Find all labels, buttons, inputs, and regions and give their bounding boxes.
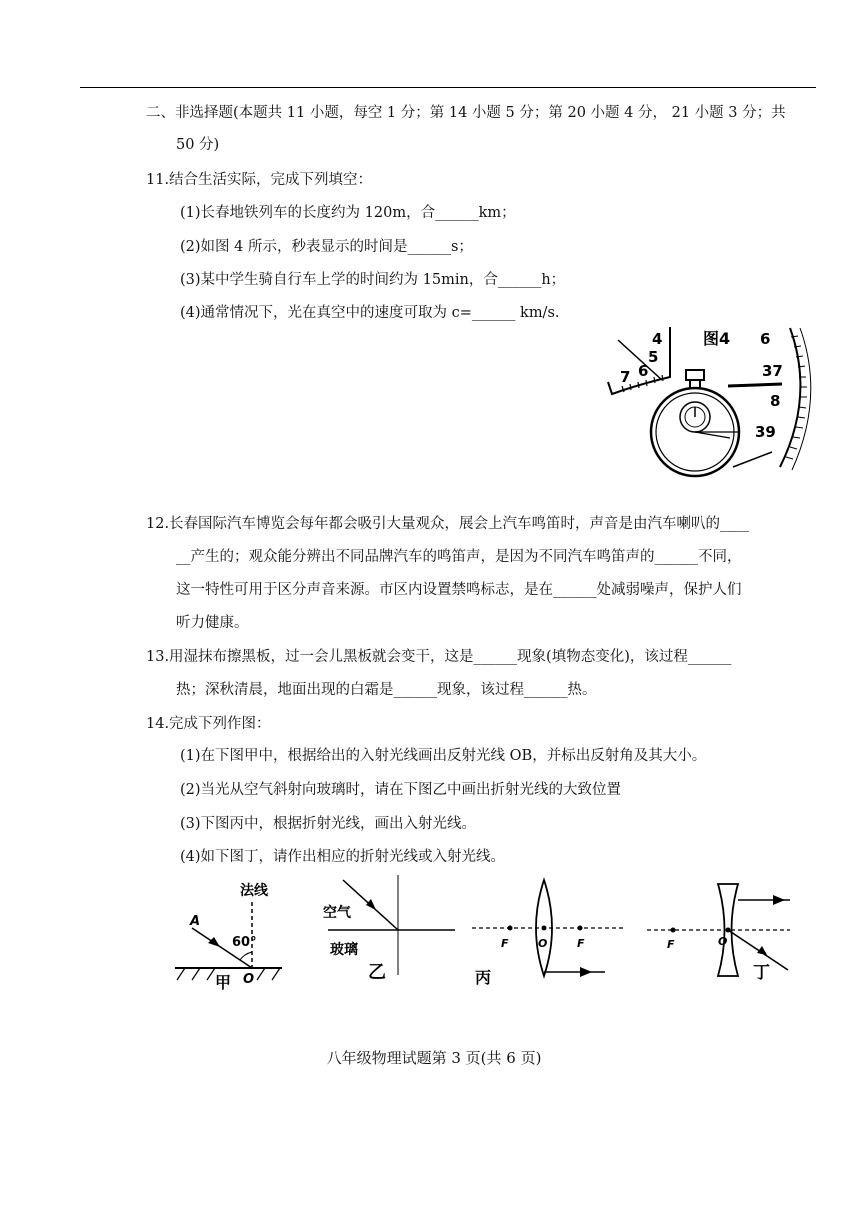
- stopwatch-figure: [600, 322, 815, 482]
- section-heading-cont: 50 分): [176, 137, 220, 153]
- big-dial-label-8: 8: [770, 392, 781, 410]
- q12-line-3: 这一特性可用于区分声音来源。市区内设置禁鸣标志，是在______处减弱噪声，保护人们: [176, 582, 742, 598]
- big-dial-label-39: 39: [755, 423, 776, 441]
- caption-ding: 丁: [753, 963, 770, 983]
- q11-item-3: (3)某中学生骑自行车上学的时间约为 15min，合______h；: [180, 272, 566, 288]
- ding-center: O: [718, 935, 728, 948]
- header-rule: [80, 87, 816, 88]
- big-dial-arc: [780, 328, 800, 467]
- q11-stem: 11.结合生活实际，完成下列填空：: [146, 172, 373, 188]
- small-dial-label-5: 5: [648, 348, 659, 366]
- air-label: 空气: [323, 905, 351, 921]
- q11-item-2: (2)如图 4 所示，秒表显示的时间是______s；: [180, 239, 473, 255]
- big-dial-label-37: 37: [762, 362, 783, 380]
- figure-jia: [170, 880, 290, 1000]
- big-dial-label-6: 6: [760, 330, 771, 348]
- figure-bing: [470, 875, 630, 1005]
- q14-item-1: (1)在下图甲中，根据给出的入射光线画出反射光线 OB，并标出反射角及其大小。: [180, 748, 707, 764]
- bing-focus-left: F: [501, 937, 509, 950]
- q11-item-1: (1)长春地铁列车的长度约为 120m，合______km；: [180, 205, 516, 221]
- small-dial-label-6: 6: [638, 362, 649, 380]
- small-dial-label-4: 4: [652, 330, 663, 348]
- section-heading: 二、非选择题(本题共 11 小题，每空 1 分；第 14 小题 5 分；第 20 小题 4 分， 21 小题 3 分；共: [146, 105, 786, 121]
- q13-line-1: 13.用湿抹布擦黑板，过一会儿黑板就会变干，这是______现象(填物态变化)，该过程______: [146, 649, 732, 665]
- figure-yi: [318, 870, 458, 1000]
- angle-label: 60°: [232, 935, 257, 950]
- yi-incident-arrow: [366, 899, 376, 910]
- normal-label: 法线: [240, 883, 268, 899]
- bing-center: O: [538, 937, 548, 950]
- q13-line-2: 热；深秋清晨，地面出现的白霜是______现象，该过程______热。: [176, 682, 597, 698]
- caption-jia: 甲: [215, 973, 232, 992]
- q11-item-4: (4)通常情况下，光在真空中的速度可取为 c=______ km/s.: [180, 305, 560, 321]
- page-footer: 八年级物理试题第 3 页(共 6 页): [326, 1049, 542, 1067]
- q14-stem: 14.完成下列作图：: [146, 716, 271, 732]
- figure-ding: [645, 880, 795, 1000]
- q14-item-3: (3)下图丙中，根据折射光线，画出入射光线。: [180, 816, 477, 832]
- point-o-label: O: [243, 972, 255, 987]
- q14-item-4: (4)如下图丁，请作出相应的折射光线或入射光线。: [180, 849, 506, 865]
- ding-ray-arrow-top: [773, 895, 785, 905]
- q12-line-4: 听力健康。: [176, 615, 249, 631]
- bing-ray-arrow: [580, 967, 592, 977]
- caption-yi: 乙: [368, 962, 386, 983]
- ray-label-a: A: [190, 914, 201, 929]
- incident-arrow: [208, 937, 220, 947]
- bing-focus-right: F: [577, 937, 585, 950]
- q12-line-2: __产生的；观众能分辨出不同品牌汽车的鸣笛声，是因为不同汽车鸣笛声的______不同，: [176, 549, 742, 565]
- ding-focus: F: [667, 938, 675, 951]
- stopwatch-crown: [686, 370, 704, 380]
- small-dial-label-7: 7: [620, 368, 631, 386]
- q12-line-1: 12.长春国际汽车博览会每年都会吸引大量观众，展会上汽车鸣笛时，声音是由汽车喇叭的____: [146, 516, 750, 532]
- caption-bing: 丙: [475, 968, 492, 987]
- figure-title: 图4: [703, 329, 731, 348]
- q14-item-2: (2)当光从空气斜射向玻璃时，请在下图乙中画出折射光线的大致位置: [180, 782, 622, 798]
- stopwatch-connector: [728, 384, 782, 386]
- glass-label: 玻璃: [330, 942, 358, 958]
